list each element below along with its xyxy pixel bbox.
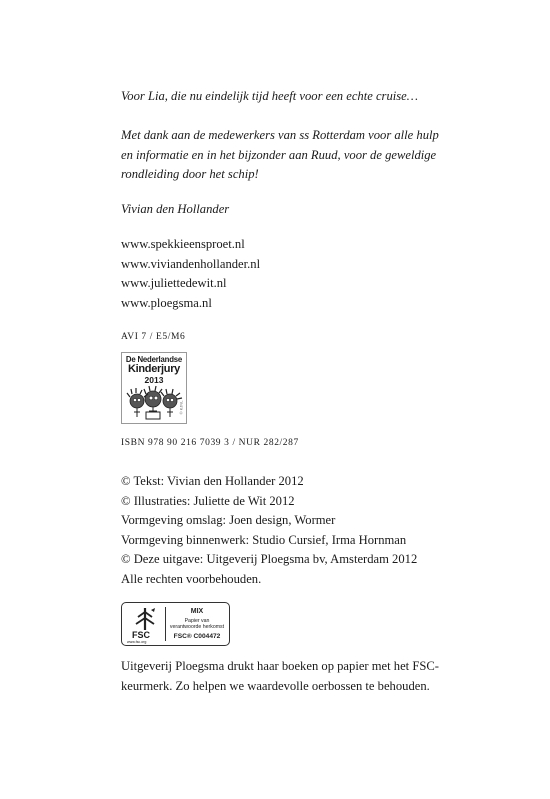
website-link[interactable]: www.viviandenhollander.nl: [121, 256, 261, 271]
kinderjury-line1: De Nederlandse: [125, 355, 183, 364]
thanks-line: Met dank aan de medewerkers van ss Rotterdam voor alle hulp: [121, 128, 439, 142]
thanks-line: rondleiding door het schip!: [121, 167, 259, 181]
fsc-url: www.fsc.org: [127, 640, 147, 644]
credit-line: Vormgeving binnenwerk: Studio Cursief, Irma Hornman: [121, 532, 407, 547]
website-link[interactable]: www.juliettedewit.nl: [121, 276, 227, 290]
footer-line: keurmerk. Zo helpen we waardevolle oerbossen te behouden.: [121, 678, 430, 693]
footer-line: Uitgeverij Ploegsma drukt haar boeken op papier met het FSC-: [121, 659, 439, 673]
credit-line: © Tekst: Vivian den Hollander 2012: [121, 474, 304, 488]
thanks-line: en informatie en in het bijzonder aan Ruud, voor de geweldige: [121, 147, 437, 162]
website-link[interactable]: www.spekkieensproet.nl: [121, 237, 245, 251]
fsc-logo: [121, 602, 230, 646]
fsc-desc-line: verantwoorde herkomst: [169, 624, 225, 630]
website-list: [121, 235, 260, 313]
credit-line: © Deze uitgave: Uitgeverij Ploegsma bv, Amsterdam 2012: [121, 552, 418, 566]
fsc-desc-line: Papier van: [184, 618, 210, 624]
fsc-mix: MIX: [190, 608, 204, 615]
credit-line: Vormgeving omslag: Joen design, Wormer: [121, 513, 336, 527]
dedication-line: Voor Lia, die nu eindelijk tijd heeft voor een echte cruise…: [121, 89, 418, 103]
website-link[interactable]: www.ploegsma.nl: [121, 295, 212, 310]
kinderjury-side-text: © KJNL: [178, 400, 184, 415]
thanks-paragraph: [121, 126, 439, 185]
credits-block: [121, 472, 417, 589]
kinderjury-children-icon: [122, 385, 186, 423]
credit-line: © Illustraties: Juliette de Wit 2012: [121, 493, 295, 508]
avi-level: AVI 7 / E5/M6: [121, 332, 186, 342]
credit-line: Alle rechten voorbehouden.: [121, 571, 262, 586]
fsc-tree-icon: [130, 606, 160, 632]
footer-paragraph: [121, 657, 439, 696]
kinderjury-line2: Kinderjury: [127, 363, 180, 375]
author-signature: Vivian den Hollander: [121, 202, 230, 216]
kinderjury-year: 2013: [144, 375, 164, 385]
fsc-code: FSC® C004472: [173, 633, 221, 640]
fsc-divider: [165, 607, 166, 641]
fsc-brand: FSC: [132, 630, 150, 640]
kinderjury-logo: [121, 352, 187, 424]
isbn-line: ISBN 978 90 216 7039 3 / NUR 282/287: [121, 438, 299, 448]
